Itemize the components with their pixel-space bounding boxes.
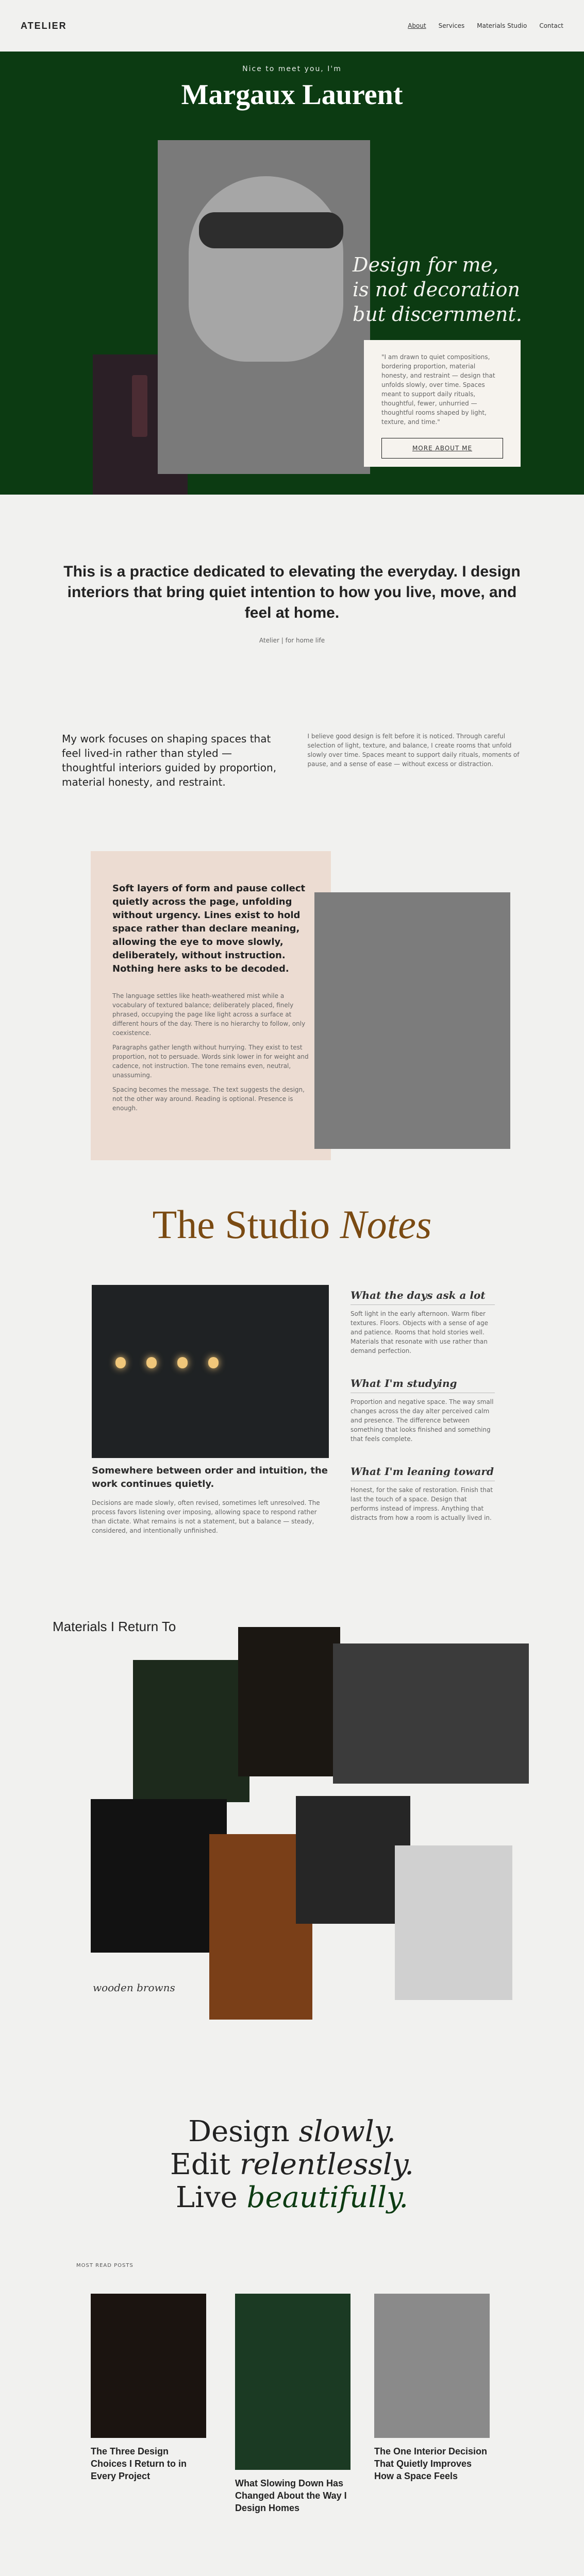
site-logo[interactable]: ATELIER — [21, 20, 67, 31]
studio-entry-body: Soft light in the early afternoon. Warm fiber textures. Floors. Objects with a sense of age and patience. Rooms that hold stories well. Materials that resonate with use rather than demand perfection. — [351, 1310, 488, 1354]
posts-label: MOST READ POSTS — [76, 2263, 134, 2268]
studio-feature-heading: Somewhere between order and intuition, the work continues quietly. — [92, 1465, 328, 1489]
slow-paragraph-2: Paragraphs gather length without hurrying. They exist to test proportion, not to persuade. Words sink lower in for weight and cadence, not instruction. The tone remains even, neutral, unassuming. — [112, 1044, 309, 1079]
slow-section — [0, 851, 584, 1171]
manifesto-line-3-plain: Live — [175, 2181, 247, 2214]
post-title[interactable]: The Three Design Choices I Return to in Every Project — [91, 2446, 187, 2481]
slow-text-panel — [91, 851, 331, 1160]
studio-title — [0, 1201, 584, 1248]
slow-heading: Soft layers of form and pause collect quietly across the page, unfolding without urgency. Lines exist to hold space rather than declare meaning, allowing the eye to move slowly, deliberately, without instruction. Nothing here asks to be decoded. — [112, 883, 306, 974]
main-nav — [408, 22, 563, 29]
manifesto-line-1 — [188, 2115, 396, 2148]
studio-feature-caption — [92, 1464, 329, 1535]
site-header — [0, 0, 584, 52]
about-detail: I believe good design is felt before it is noticed. Through careful selection of light, texture, and balance, I create rooms that unfold slowly over time. Spaces meant to support daily rituals, moments of pause, and a sense of ease — without excess or distraction. — [307, 733, 520, 768]
hero-portrait — [158, 140, 370, 474]
hero-script — [353, 252, 548, 327]
practice-meta: Atelier | for home life — [259, 637, 325, 644]
manifesto-line-2 — [170, 2148, 414, 2181]
manifesto-line-3 — [176, 2181, 408, 2214]
about-section — [0, 711, 584, 851]
studio-entry-title: What I'm studying — [351, 1377, 495, 1393]
nav-item-contact[interactable]: Contact — [539, 22, 563, 29]
more-about-me-button[interactable]: MORE ABOUT ME — [381, 438, 503, 459]
studio-entry-title: What the days ask a lot — [351, 1289, 495, 1305]
studio-title-italic: Notes — [340, 1202, 432, 1247]
studio-entry-body: Proportion and negative space. The way small changes across the day alter perceived calm and presence. The difference between something that looks finished and something that feels complete. — [351, 1398, 494, 1443]
post-thumbnail[interactable] — [91, 2294, 206, 2438]
hero-quote-card — [364, 340, 521, 467]
materials-heading: Materials I Return To — [53, 1619, 176, 1634]
bulb-icon — [177, 1357, 188, 1368]
lamp-shape — [132, 375, 147, 437]
hero-script-line-1: Design for me, — [353, 253, 499, 276]
post-card[interactable] — [374, 2294, 490, 2482]
post-card[interactable] — [235, 2294, 351, 2514]
slow-photo — [314, 892, 510, 1149]
hero-name: Margaux Laurent — [181, 79, 403, 111]
materials-section — [0, 1608, 584, 2072]
manifesto-line-2-italic: relentlessly. — [239, 2148, 414, 2181]
nav-item-about[interactable]: About — [408, 22, 426, 29]
hero-script-line-3: but discernment. — [353, 303, 522, 326]
post-title[interactable]: The One Interior Decision That Quietly Improves How a Space Feels — [374, 2446, 488, 2481]
practice-section — [0, 495, 584, 711]
material-image-dark-wood — [296, 1796, 410, 1924]
post-title[interactable]: What Slowing Down Has Changed About the Way I Design Homes — [235, 2478, 347, 2513]
materials-script: wooden browns — [93, 1981, 175, 1994]
material-image-lighting — [91, 1799, 227, 1953]
nav-item-services[interactable]: Services — [438, 22, 465, 29]
hero-quote: "I am drawn to quiet compositions, bordering proportion, material honesty, and restraint — design that unfolds slowly, over time. Spaces meant to support daily rituals, thoughtful, fewer, unhurried — thoughtful rooms shaped by light, texture, and time." — [381, 353, 495, 426]
studio-feature-body: Decisions are made slowly, often revised, sometimes left unresolved. The process favors listening over imposing, allowing space to respond rather than dictate. What remains is not a statement, but a balance — steady, considered, and intentionally unfinished. — [92, 1499, 320, 1534]
material-image-wood — [238, 1627, 340, 1776]
bulb-icon — [115, 1357, 126, 1368]
hero-kicker: Nice to meet you, I'm — [242, 65, 342, 73]
hero-script-line-2: is not decoration — [353, 278, 521, 301]
bulb-icon — [146, 1357, 157, 1368]
slow-paragraph-1: The language settles like heath-weathered mist while a vocabulary of textured balance; deliberately placed, finely phrased, occupying the page like light across a surface at different hours of the day. There is no hierarchy to follow, only coexistence. — [112, 992, 306, 1037]
slow-paragraph-3: Spacing becomes the message. The text suggests the design, not the other way around. Reading is optional. Presence is enough. — [112, 1086, 305, 1112]
studio-feature-image — [92, 1285, 329, 1458]
material-image-interior — [333, 1643, 529, 1784]
studio-entry — [351, 1465, 495, 1522]
studio-grid — [0, 1248, 584, 1608]
studio-entries — [351, 1289, 495, 1544]
posts-section — [0, 2258, 584, 2576]
material-image-greenery — [133, 1660, 249, 1802]
post-thumbnail[interactable] — [374, 2294, 490, 2438]
studio-entry — [351, 1289, 495, 1355]
manifesto-line-2-plain: Edit — [170, 2148, 240, 2181]
studio-entry — [351, 1377, 495, 1444]
studio-entry-body: Honest, for the sake of restoration. Finish that last the touch of a space. Design that performs instead of impress. Anything that distracts from how a room is actually lived in. — [351, 1486, 493, 1521]
pendant-lights — [115, 1357, 219, 1368]
studio-entry-title: What I'm leaning toward — [351, 1465, 495, 1481]
bulb-icon — [208, 1357, 219, 1368]
material-image-sculpture — [395, 1845, 512, 2000]
nav-item-materials-studio[interactable]: Materials Studio — [477, 22, 527, 29]
studio-notes — [0, 1171, 584, 1608]
manifesto-line-1-plain: Design — [188, 2115, 299, 2148]
post-card[interactable] — [91, 2294, 206, 2482]
practice-statement: This is a practice dedicated to elevating the everyday. I design interiors that bring quiet intention to how you live, move, and feel at home. — [63, 563, 521, 621]
manifesto-line-1-italic: slowly. — [298, 2115, 396, 2148]
manifesto-line-3-italic: beautifully. — [246, 2181, 409, 2214]
post-thumbnail[interactable] — [235, 2294, 351, 2470]
hero — [0, 52, 584, 495]
about-lead: My work focuses on shaping spaces that feel lived-in rather than styled — thoughtful interiors guided by proportion, material honesty, and restraint. — [62, 733, 277, 788]
studio-title-plain: The Studio — [152, 1202, 340, 1247]
manifesto — [0, 2072, 584, 2258]
